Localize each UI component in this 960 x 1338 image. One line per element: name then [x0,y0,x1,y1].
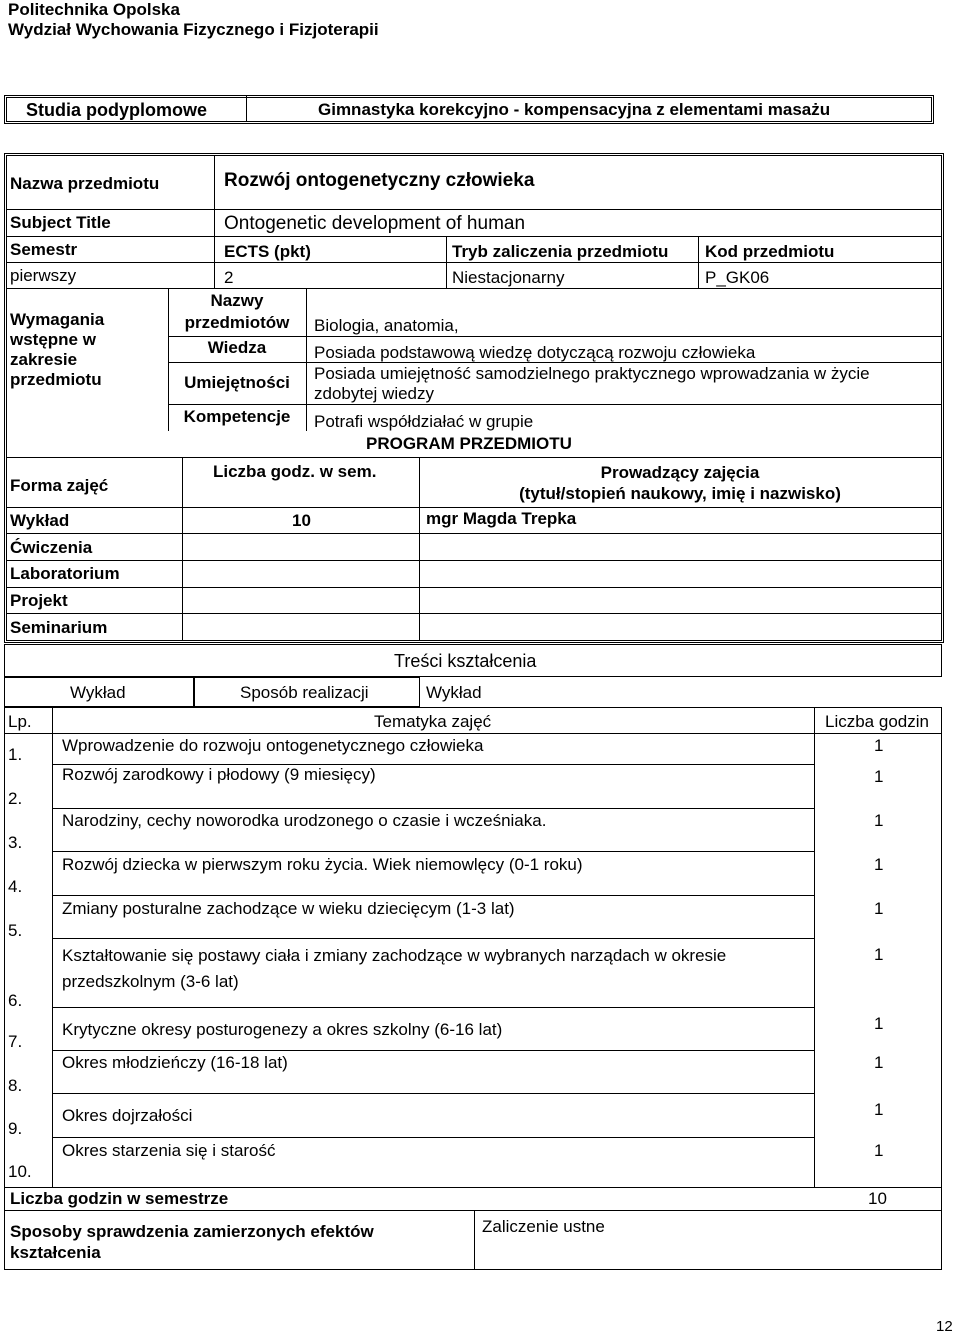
topic-hours: 1 [874,855,884,874]
form-name: Laboratorium [10,564,120,583]
divider [53,895,814,896]
subject-title-label: Subject Title [10,213,111,232]
faculty-name: Wydział Wychowania Fizycznego i Fizjoterapii [8,20,379,39]
assessment-label: Sposoby sprawdzenia zamierzonych efektów kształcenia [10,1222,374,1262]
divider [6,209,942,210]
divider [53,938,814,939]
topic-text: Krytyczne okresy posturogenezy a okres szkolny (6-16 lat) [62,1020,503,1039]
university-name: Politechnika Opolska [8,0,180,19]
col-hours: Liczba godzin [825,712,929,731]
topic-text: Narodziny, cechy noworodka urodzonego o czasie i wcześniaka. [62,811,547,830]
form-lecturer: mgr Magda Trepka [426,509,577,528]
divider [53,851,814,852]
col-lp: Lp. [8,712,32,731]
topic-text: Okres starzenia się i starość [62,1141,276,1160]
divider [6,262,942,263]
divider [6,457,942,458]
mode-value: Niestacjonarny [452,268,565,287]
topic-hours: 1 [874,899,884,918]
divider [6,236,942,237]
prior-subjects-value: Biologia, anatomia, [314,316,459,335]
assessment-value: Zaliczenie ustne [482,1217,605,1236]
content-method-value: Wykład [426,683,482,702]
ects-label: ECTS (pkt) [224,242,311,261]
form-label: Forma zajęć [10,476,109,495]
topic-hours: 1 [874,1014,884,1033]
divider [53,1050,814,1051]
knowledge-value: Posiada podstawową wiedzę dotyczącą rozwoju człowieka [314,343,756,362]
total-label: Liczba godzin w semestrze [10,1189,229,1208]
skills-value: Posiada umiejętność samodzielnego praktycznego wprowadzania w życie zdobytej wiedzy [314,364,870,403]
topic-text: Zmiany posturalne zachodzące w wieku dziecięcym (1-3 lat) [62,899,515,918]
form-name: Ćwiczenia [10,538,93,557]
divider [168,404,942,405]
topic-lp: 7. [8,1032,23,1051]
divider [246,96,247,122]
divider [6,533,942,534]
subject-name-value: Rozwój ontogenetyczny człowieka [224,170,535,191]
prior-subjects-label: Nazwy przedmiotów [184,291,290,332]
topic-lp: 3. [8,833,23,852]
topic-lp: 9. [8,1119,23,1138]
divider [6,613,942,614]
topic-lp: 1. [8,745,23,764]
topic-hours: 1 [874,736,884,755]
col-topic: Tematyka zajęć [374,712,492,731]
divider [446,236,447,288]
competences-label: Kompetencje [183,407,291,426]
program-title: PROGRAM PRZEDMIOTU [366,434,572,453]
topic-lp: 4. [8,877,23,896]
semester-value: pierwszy [10,266,77,285]
divider [5,1187,941,1188]
topic-text: Rozwój dziecka w pierwszym roku życia. Wiek niemowlęcy (0-1 roku) [62,855,583,874]
total-value: 10 [868,1189,887,1208]
divider [5,733,941,734]
knowledge-label: Wiedza [207,338,267,357]
page-number: 12 [936,1318,953,1335]
divider [214,155,215,288]
content-method-label: Sposób realizacji [240,683,369,702]
divider [53,808,814,809]
topic-lp: 8. [8,1076,23,1095]
divider [814,707,815,1187]
topic-lp: 2. [8,789,23,808]
divider [53,1007,814,1008]
skills-label: Umiejętności [184,373,290,392]
code-label: Kod przedmiotu [705,242,835,261]
topic-hours: 1 [874,767,884,786]
studies-label: Studia podyplomowe [26,100,208,120]
requirements-label: Wymagania wstępne w zakresie przedmiotu [10,310,105,389]
form-name: Seminarium [10,618,108,637]
divider [698,236,699,288]
topic-text: Kształtowanie się postawy ciała i zmiany zachodzące w wybranych narządach w okresie przedszkolnym (3-6 lat) [62,946,727,991]
subject-name-label: Nazwa przedmiotu [10,174,160,193]
divider [6,288,942,289]
topic-hours: 1 [874,811,884,830]
divider [5,1210,941,1211]
topic-hours: 1 [874,1141,884,1160]
form-name: Wykład [10,511,70,530]
divider [168,336,942,337]
divider [53,1093,814,1094]
divider [306,288,307,431]
divider [6,560,942,561]
divider [6,587,942,588]
studies-program: Gimnastyka korekcyjno - kompensacyjna z elementami masażu [318,100,831,119]
topic-hours: 1 [874,945,884,964]
competences-value: Potrafi współdziałać w grupie [314,412,534,431]
form-hours: 10 [292,511,311,530]
divider [52,707,53,1187]
topic-lp: 5. [8,921,23,940]
topic-text: Okres dojrzałości [62,1106,193,1125]
mode-label: Tryb zaliczenia przedmiotu [452,242,669,261]
subject-title-value: Ontogenetic development of human [224,213,526,234]
topic-text: Rozwój zarodkowy i płodowy (9 miesięcy) [62,765,376,784]
hours-label: Liczba godz. w sem. [213,462,377,481]
semester-label: Semestr [10,240,78,259]
divider [6,507,942,508]
divider [474,1210,475,1270]
lecturer-label: Prowadzący zajęcia (tytuł/stopień naukowy, imię i nazwisko) [519,463,841,503]
topic-text: Okres młodzieńczy (16-18 lat) [62,1053,288,1072]
content-title: Treści kształcenia [394,651,537,671]
topic-lp: 10. [8,1162,32,1181]
content-form: Wykład [70,683,126,702]
topic-lp: 6. [8,991,23,1010]
form-name: Projekt [10,591,68,610]
topic-text: Wprowadzenie do rozwoju ontogenetycznego człowieka [62,736,484,755]
code-value: P_GK06 [705,268,770,287]
topic-hours: 1 [874,1053,884,1072]
ects-value: 2 [224,268,234,287]
divider [182,457,183,641]
topic-hours: 1 [874,1100,884,1119]
divider [53,1137,814,1138]
